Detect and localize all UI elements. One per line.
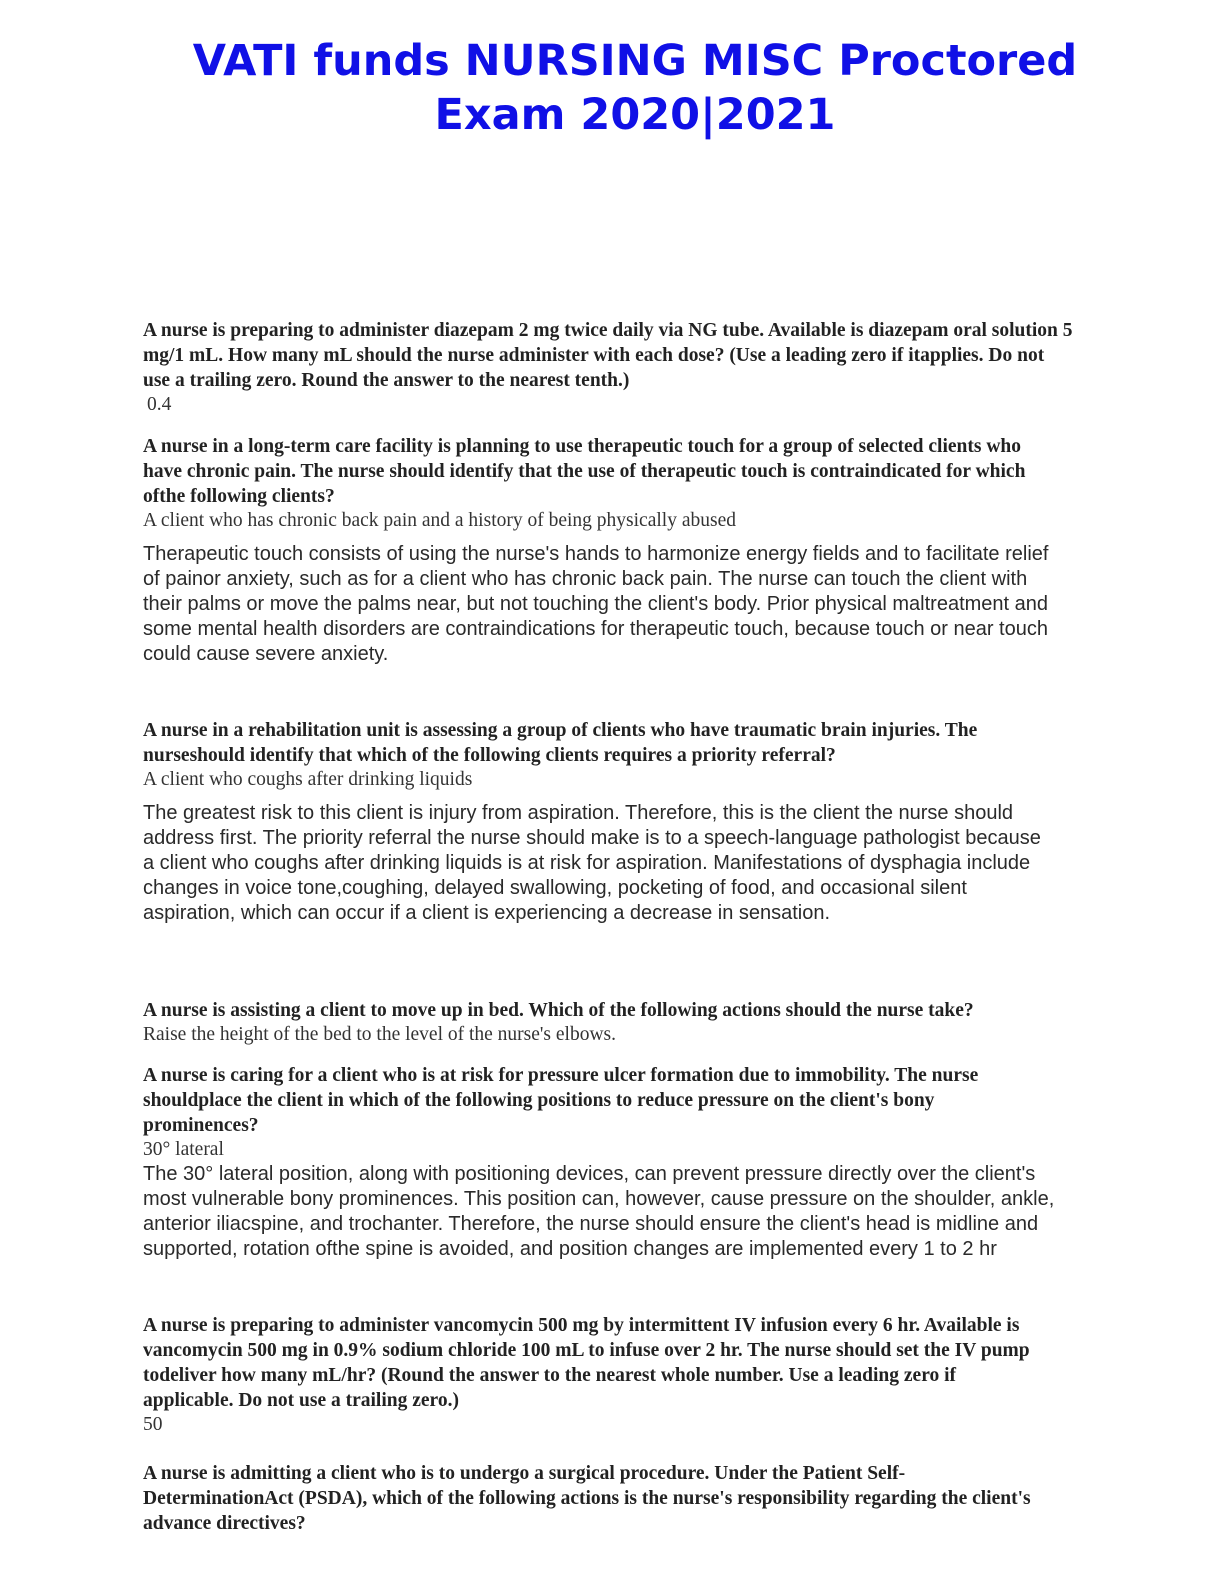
question-text: A nurse is caring for a client who is at risk for pressure ulcer formation due to immobility. The nurse shouldplace the client in which of the following positions to reduce pressure on the client's bony prominences?	[143, 1065, 979, 1136]
question-text: A nurse in a rehabilitation unit is assessing a group of clients who have traumatic brain injuries. The nurseshould identify that which of the following clients requires a priority referral?	[143, 720, 978, 766]
answer-text: A client who coughs after drinking liquids	[143, 769, 473, 790]
explanation-text: The greatest risk to this client is injury from aspiration. Therefore, this is the client the nurse should address first. The priority referral the nurse should make is to a speech-language pathologist because a client who coughs after drinking liquids is at risk for aspiration. Manifestations of dysphagia include changes in voice tone,coughing, delayed swallowing, pocketing of food, and occasional silent aspiration, which can occur if a client is experiencing a decrease in sensation.	[143, 802, 1041, 924]
question-text: A nurse is preparing to administer vancomycin 500 mg by intermittent IV infusion every 6 hr. Available is vancomycin 500 mg in 0.9% sodium chloride 100 mL to infuse over 2 hr. The nurse should set the IV pump todeliver how many mL/hr? (Round the answer to the nearest whole number. Use a leading zero if applicable. Do not use a trailing zero.)	[143, 1315, 1030, 1411]
qa-item-1	[143, 318, 1093, 417]
qa-item-7	[143, 1461, 1093, 1536]
qa-item-4	[143, 998, 1093, 1047]
title-line-1: VATI funds NURSING MISC Proctored	[192, 36, 1078, 86]
question-text: A nurse is assisting a client to move up in bed. Which of the following actions should the nurse take?	[143, 1000, 974, 1021]
question-text: A nurse is preparing to administer diazepam 2 mg twice daily via NG tube. Available is diazepam oral solution 5 mg/1 mL. How many mL should the nurse administer with each dose? (Use a leading zero if itapplies. Do not use a trailing zero. Round the answer to the nearest tenth.)	[143, 320, 1073, 391]
answer-text: 30° lateral	[143, 1139, 224, 1160]
qa-item-3	[143, 718, 1093, 926]
answer-text: 50	[143, 1414, 163, 1435]
question-text: A nurse is admitting a client who is to undergo a surgical procedure. Under the Patient Self-DeterminationAct (PSDA), which of the following actions is the nurse's responsibility regarding the client's advance directives?	[143, 1463, 1031, 1534]
answer-text: Raise the height of the bed to the level of the nurse's elbows.	[143, 1024, 617, 1045]
question-text: A nurse in a long-term care facility is planning to use therapeutic touch for a group of selected clients who have chronic pain. The nurse should identify that the use of therapeutic touch is contraindicated for which ofthe following clients?	[143, 436, 1026, 507]
explanation-text: Therapeutic touch consists of using the nurse's hands to harmonize energy fields and to facilitate relief of painor anxiety, such as for a client who has chronic back pain. The nurse can touch the client with their palms or move the palms near, but not touching the client's body. Prior physical maltreatment and some mental health disorders are contraindications for therapeutic touch, because touch or near touch could cause severe anxiety.	[143, 543, 1049, 665]
explanation-text: The 30° lateral position, along with positioning devices, can prevent pressure directly over the client's most vulnerable bony prominences. This position can, however, cause pressure on the shoulder, ankle, anterior iliacspine, and trochanter. Therefore, the nurse should ensure the client's head is midline and supported, rotation ofthe spine is avoided, and position changes are implemented every 1 to 2 hr	[143, 1163, 1055, 1260]
qa-item-5	[143, 1063, 1093, 1262]
answer-text: 0.4	[147, 394, 172, 415]
qa-item-2	[143, 434, 1093, 667]
answer-text: A client who has chronic back pain and a history of being physically abused	[143, 510, 736, 531]
qa-item-6	[143, 1313, 1093, 1437]
title-line-2: Exam 2020|2021	[434, 90, 836, 140]
document-title	[0, 34, 1224, 142]
